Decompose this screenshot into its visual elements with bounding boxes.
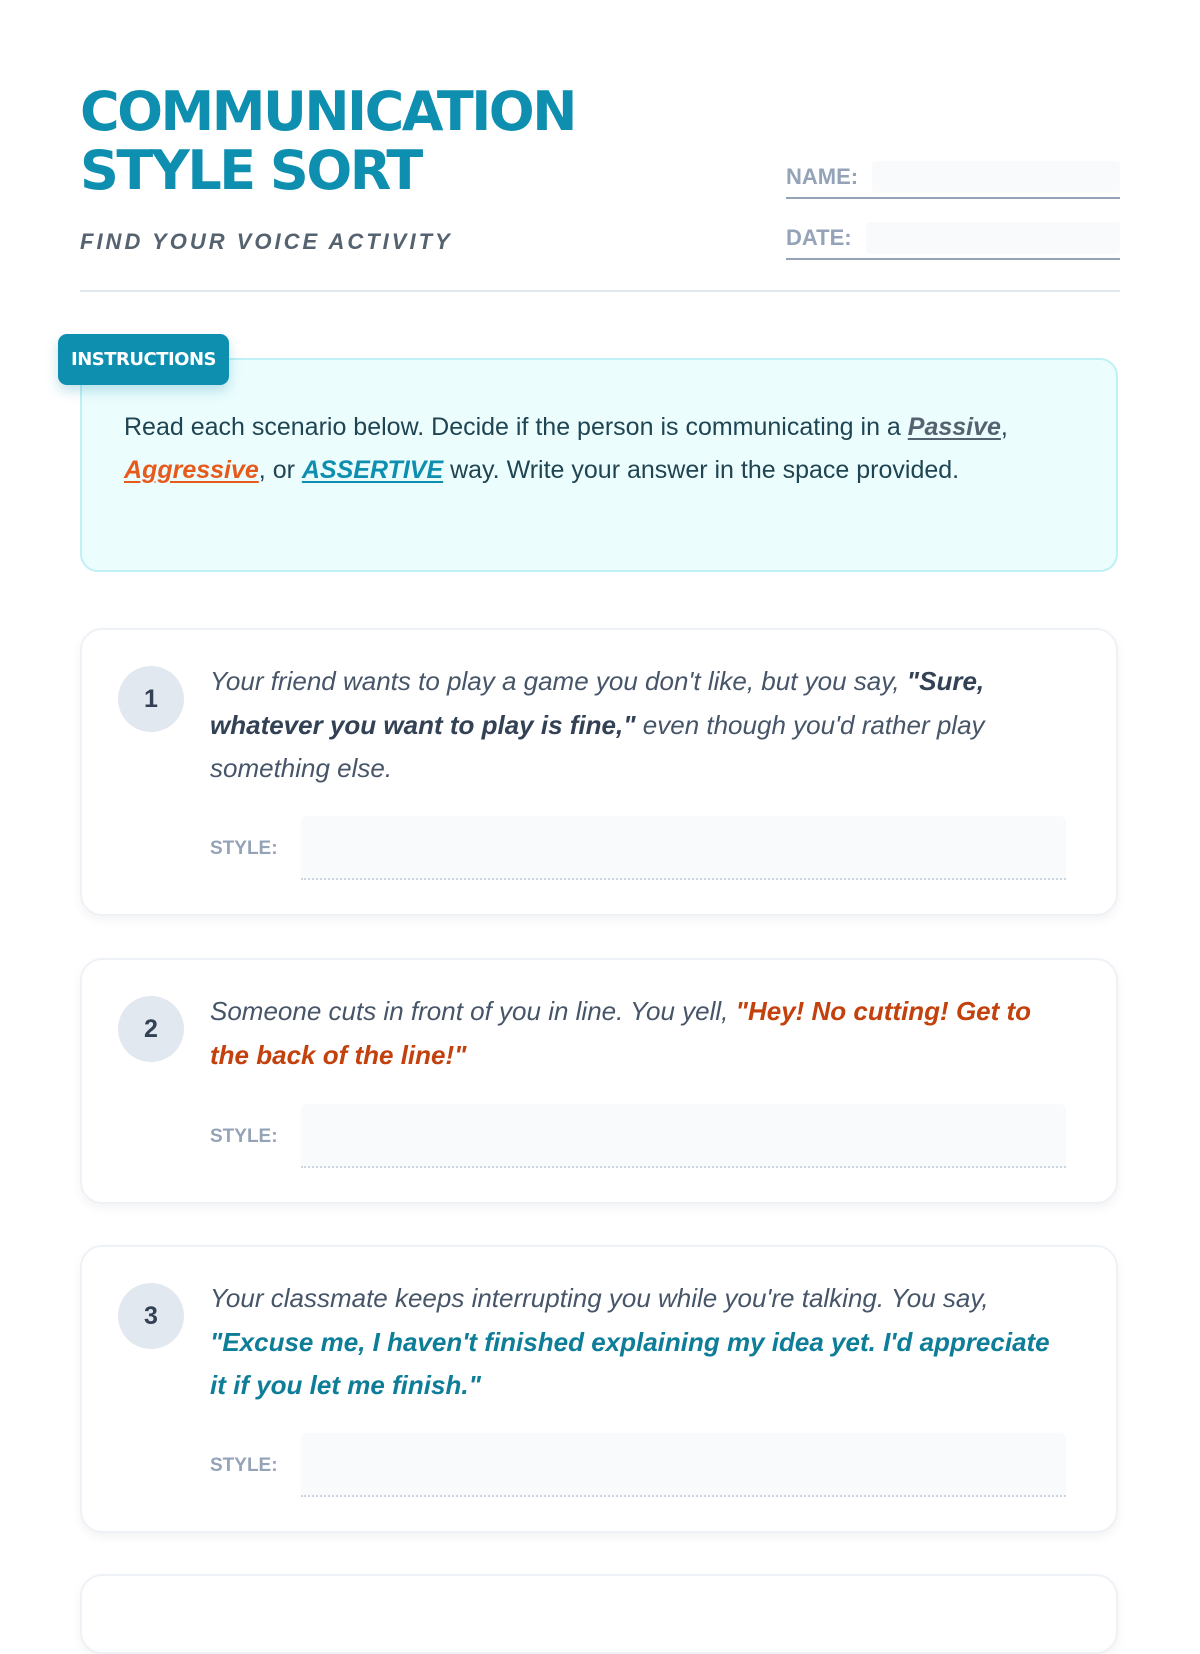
name-field[interactable] <box>872 161 1120 193</box>
scenario-text-intro: Your friend wants to play a game you don't like, but you say, <box>210 666 907 696</box>
date-label: DATE: <box>786 225 852 250</box>
page-title <box>80 82 575 200</box>
style-label: STYLE: <box>210 838 278 859</box>
name-row <box>786 157 1120 199</box>
style-answer-row <box>210 1433 1066 1497</box>
date-field[interactable] <box>866 222 1120 254</box>
instructions-box <box>71 349 1118 572</box>
style-label: STYLE: <box>210 1455 278 1476</box>
style-answer-field[interactable] <box>301 1104 1066 1168</box>
date-row <box>786 218 1120 260</box>
style-answer-field[interactable] <box>301 816 1066 880</box>
scenario-card-3 <box>80 1245 1118 1533</box>
scenario-number: 2 <box>118 996 184 1062</box>
scenario-text-intro: Your classmate keeps interrupting you while you're talking. You say, <box>210 1283 989 1313</box>
scenario-card-1 <box>80 628 1118 916</box>
scenario-number: 3 <box>118 1283 184 1349</box>
scenario-quote: "Excuse me, I haven't finished explaining my idea yet. I'd appreciate it if you let me finish." <box>210 1326 1050 1400</box>
scenario-number: 1 <box>118 666 184 732</box>
style-answer-row <box>210 1104 1066 1168</box>
keyword-passive: Passive <box>907 413 1001 441</box>
scenario-quote: "Hey! No cutting! Get to the back of the line!" <box>210 996 1032 1070</box>
page-title-line-2: STYLE SORT <box>80 139 421 202</box>
style-label: STYLE: <box>210 1126 278 1147</box>
page-title-line-1: COMMUNICATION <box>80 80 575 143</box>
scenario-text <box>210 660 1070 791</box>
instructions-text-outro: way. Write your answer in the space provided. <box>443 456 960 484</box>
instructions-text-intro: Read each scenario below. Decide if the person is communicating in a <box>124 413 908 441</box>
scenario-text <box>210 1277 1070 1408</box>
name-label: NAME: <box>786 164 859 189</box>
style-answer-field[interactable] <box>301 1433 1066 1497</box>
keyword-aggressive: Aggressive <box>124 456 259 484</box>
keyword-assertive: ASSERTIVE <box>301 456 444 484</box>
worksheet-header <box>80 0 1120 292</box>
scenario-card-2 <box>80 958 1118 1204</box>
scenario-text <box>210 990 1070 1077</box>
instructions-separator-1: , <box>1000 413 1008 441</box>
instructions-tab: INSTRUCTIONS <box>58 334 229 385</box>
scenario-card-4 <box>80 1574 1118 1654</box>
style-answer-row <box>210 816 1066 880</box>
scenario-text-intro: Someone cuts in front of you in line. You yell, <box>210 996 736 1026</box>
instructions-text <box>124 406 1074 492</box>
page-subtitle: FIND YOUR VOICE ACTIVITY <box>80 229 453 254</box>
worksheet <box>71 0 1120 1476</box>
scenario-quote: "Sure, whatever you want to play is fine," <box>210 666 985 740</box>
scenario-text-outro: even though you'd rather play something else. <box>210 709 985 783</box>
instructions-separator-2: , or <box>258 456 302 484</box>
